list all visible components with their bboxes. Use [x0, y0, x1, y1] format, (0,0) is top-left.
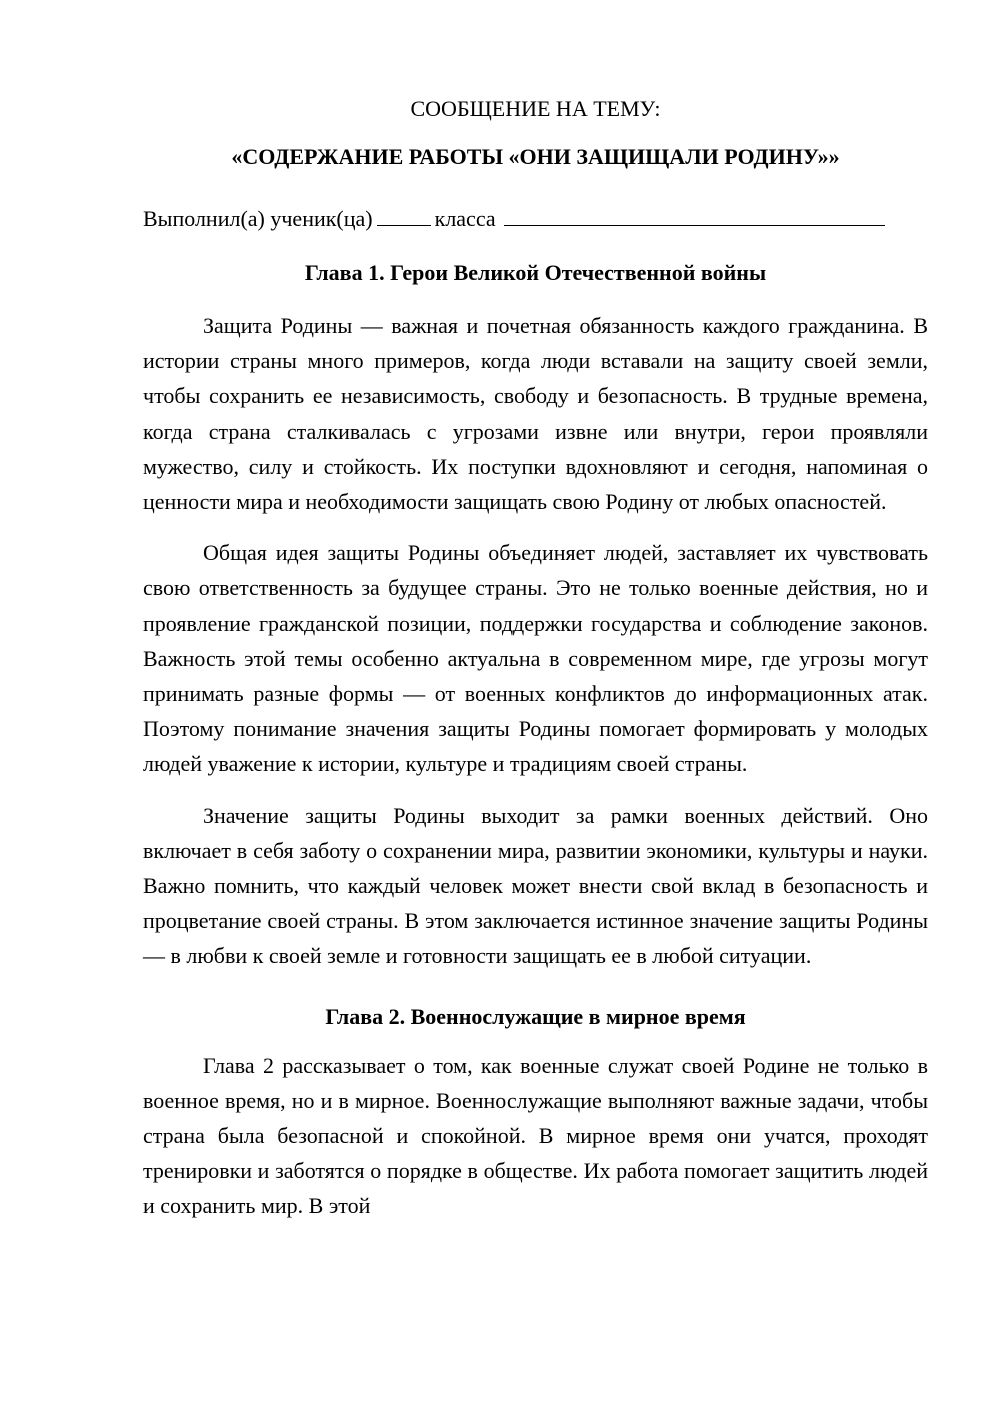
chapter-1-paragraph-1: Защита Родины — важная и почетная обязанность каждого гражданина. В истории страны много примеров, когда люди вставали на защиту своей земли, чтобы сохранить ее независимость, свободу и безопасность. В трудные времена, когда страна сталкивалась с угрозами извне или внутри, герои проявляли мужество, силу и стойкость. Их поступки вдохновляют и сегодня, напоминая о ценности мира и необходимости защищать свою Родину от любых опасностей. — [143, 313, 928, 515]
author-line — [143, 202, 928, 236]
document-title: «СОДЕРЖАНИЕ РАБОТЫ «ОНИ ЗАЩИЩАЛИ РОДИНУ»» — [231, 144, 840, 169]
document-subtitle: СООБЩЕНИЕ НА ТЕМУ: — [410, 96, 661, 121]
class-number-blank — [377, 205, 431, 226]
chapter-1-paragraph-3: Значение защиты Родины выходит за рамки военных действий. Оно включает в себя заботу о сохранении мира, развитии экономики, культуры и науки. Важно помнить, что каждый человек может внести свой вклад в безопасность и процветание своей страны. В этом заключается истинное значение защиты Родины — в любви к своей земле и готовности защищать ее в любой ситуации. — [143, 802, 928, 969]
author-label: Выполнил(а) ученик(ца) — [143, 206, 373, 231]
chapter-2-title: Глава 2. Военнослужащие в мирное время — [325, 1003, 746, 1029]
class-label: класса — [434, 206, 496, 231]
chapter-2-paragraph-1: Глава 2 рассказывает о том, как военные служат своей Родине не только в военное время, но и в мирное. Военнослужащие выполняют важные задачи, чтобы страна была безопасной и спокойной. В мирное время они учатся, проходят тренировки и заботятся о порядке в обществе. Их работа помогает защитить людей и сохранить мир. В этой — [143, 1052, 928, 1219]
document-content — [143, 92, 928, 1224]
chapter-1-paragraph-2: Общая идея защиты Родины объединяет людей, заставляет их чувствовать свою ответственность за будущее страны. Это не только военные действия, но и проявление гражданской позиции, поддержки государства и соблюдение законов. Важность этой темы особенно актуальна в современном мире, где угрозы могут принимать разные формы — от военных конфликтов до информационных атак. Поэтому понимание значения защиты Родины помогает формировать у молодых людей уважение к истории, культуре и традициям своей страны. — [143, 540, 928, 777]
chapter-1-title: Глава 1. Герои Великой Отечественной войны — [304, 260, 767, 285]
student-name-blank — [504, 205, 885, 226]
